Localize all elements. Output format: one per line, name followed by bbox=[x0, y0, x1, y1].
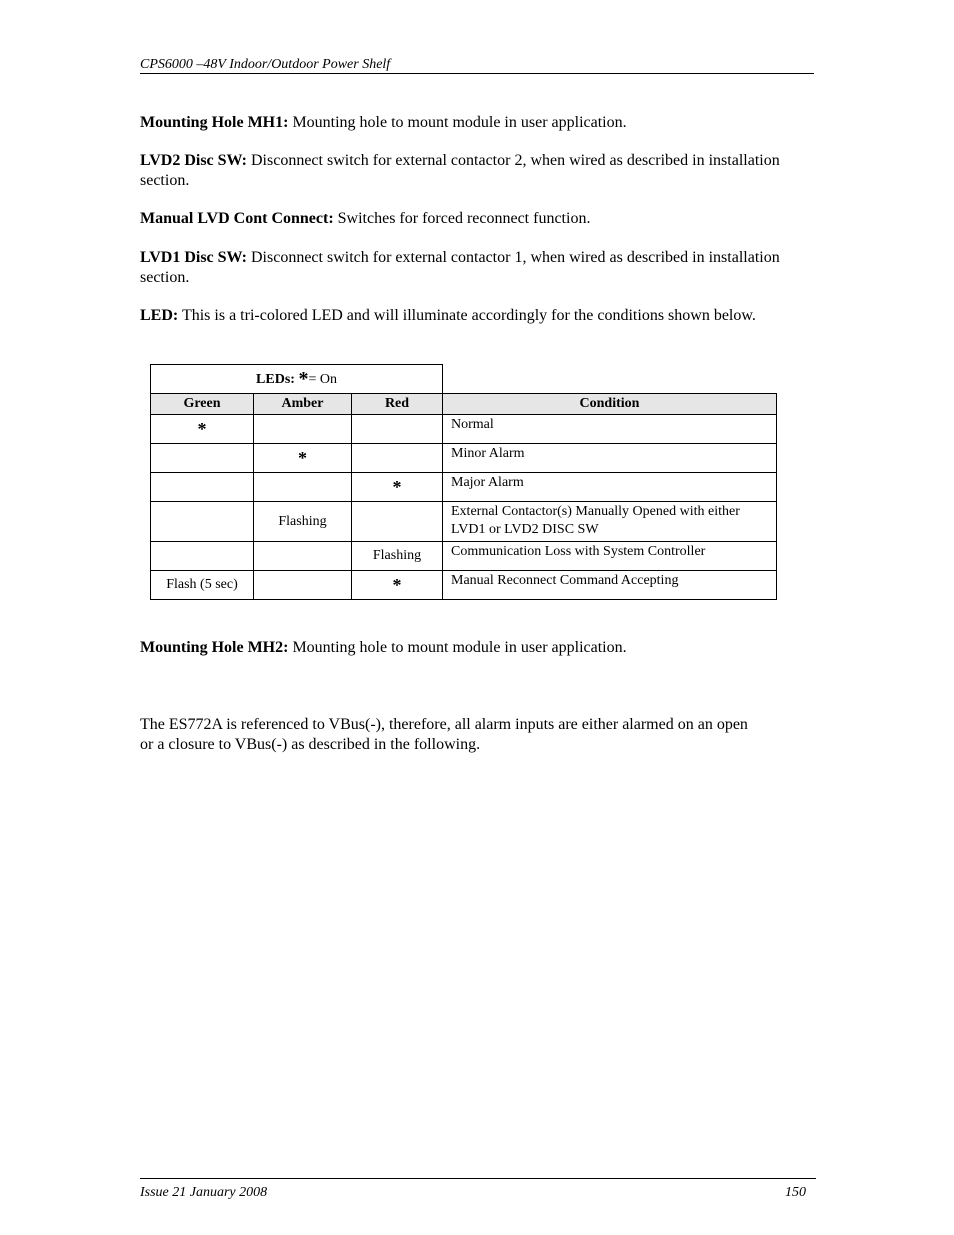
table-row bbox=[151, 502, 777, 542]
cell-red bbox=[352, 444, 443, 473]
page-number: 150 bbox=[785, 1185, 806, 1200]
cell-green bbox=[151, 473, 254, 502]
cell-red: * bbox=[352, 571, 443, 600]
leds-legend-suffix: = On bbox=[308, 371, 337, 387]
paragraph-label: LVD2 Disc SW: bbox=[140, 152, 247, 169]
column-header-condition: Condition bbox=[443, 394, 777, 415]
column-header-red: Red bbox=[352, 394, 443, 415]
cell-green: Flash (5 sec) bbox=[151, 571, 254, 600]
cell-amber bbox=[254, 473, 352, 502]
paragraph-label: LVD1 Disc SW: bbox=[140, 249, 247, 266]
cell-red bbox=[352, 502, 443, 542]
cell-amber bbox=[254, 571, 352, 600]
cell-red bbox=[352, 415, 443, 444]
paragraph-text: Mounting hole to mount module in user application. bbox=[288, 114, 627, 131]
table-row bbox=[151, 444, 777, 473]
cell-amber: * bbox=[254, 444, 352, 473]
paragraph-led bbox=[140, 306, 780, 326]
table-row bbox=[151, 571, 777, 600]
page-footer bbox=[140, 1178, 816, 1201]
cell-amber bbox=[254, 415, 352, 444]
cell-amber bbox=[254, 542, 352, 571]
paragraph-lvd1-disc-sw bbox=[140, 248, 780, 288]
table-header-row bbox=[151, 394, 777, 415]
leds-legend-label: LEDs: bbox=[256, 371, 295, 387]
cell-condition: Normal bbox=[443, 415, 777, 444]
paragraph-manual-lvd-cont-connect bbox=[140, 209, 780, 229]
paragraph-es772a: The ES772A is referenced to VBus(-), therefore, all alarm inputs are either alarmed on an open or a closure to VBus(-) as described in the following. bbox=[140, 716, 748, 753]
led-condition-table bbox=[150, 364, 777, 600]
table-row bbox=[151, 473, 777, 502]
blank-cell bbox=[443, 365, 777, 394]
cell-green: * bbox=[151, 415, 254, 444]
cell-condition: Minor Alarm bbox=[443, 444, 777, 473]
cell-green bbox=[151, 444, 254, 473]
cell-green bbox=[151, 542, 254, 571]
cell-green bbox=[151, 502, 254, 542]
cell-red: * bbox=[352, 473, 443, 502]
paragraph-text: Mounting hole to mount module in user application. bbox=[288, 639, 627, 656]
cell-condition: Major Alarm bbox=[443, 473, 777, 502]
paragraph-mounting-hole-mh2 bbox=[140, 638, 780, 658]
paragraph-text: This is a tri-colored LED and will illuminate accordingly for the conditions shown below. bbox=[178, 307, 756, 324]
paragraph-label: Manual LVD Cont Connect: bbox=[140, 210, 334, 227]
cell-condition: External Contactor(s) Manually Opened with either LVD1 or LVD2 DISC SW bbox=[443, 502, 777, 542]
cell-amber: Flashing bbox=[254, 502, 352, 542]
page-header: CPS6000 –48V Indoor/Outdoor Power Shelf bbox=[140, 56, 814, 74]
paragraph-label: Mounting Hole MH2: bbox=[140, 639, 289, 656]
paragraph-label: Mounting Hole MH1: bbox=[140, 114, 289, 131]
cell-condition: Manual Reconnect Command Accepting bbox=[443, 571, 777, 600]
column-header-amber: Amber bbox=[254, 394, 352, 415]
paragraph-text: Switches for forced reconnect function. bbox=[333, 210, 591, 227]
footer-issue: Issue 21 January 2008 bbox=[140, 1185, 268, 1200]
table-row bbox=[151, 415, 777, 444]
leds-legend bbox=[151, 365, 443, 394]
table-title-row bbox=[151, 365, 777, 394]
paragraph-label: LED: bbox=[140, 307, 179, 324]
paragraph-text: Disconnect switch for external contactor 1, when wired as described in installation section. bbox=[140, 249, 780, 286]
column-header-green: Green bbox=[151, 394, 254, 415]
paragraph-text: Disconnect switch for external contactor 2, when wired as described in installation section. bbox=[140, 152, 780, 189]
asterisk-icon: * bbox=[298, 367, 309, 390]
paragraph-mounting-hole-mh1 bbox=[140, 113, 780, 133]
table-row bbox=[151, 542, 777, 571]
cell-red: Flashing bbox=[352, 542, 443, 571]
cell-condition: Communication Loss with System Controller bbox=[443, 542, 777, 571]
paragraph-lvd2-disc-sw bbox=[140, 151, 780, 191]
